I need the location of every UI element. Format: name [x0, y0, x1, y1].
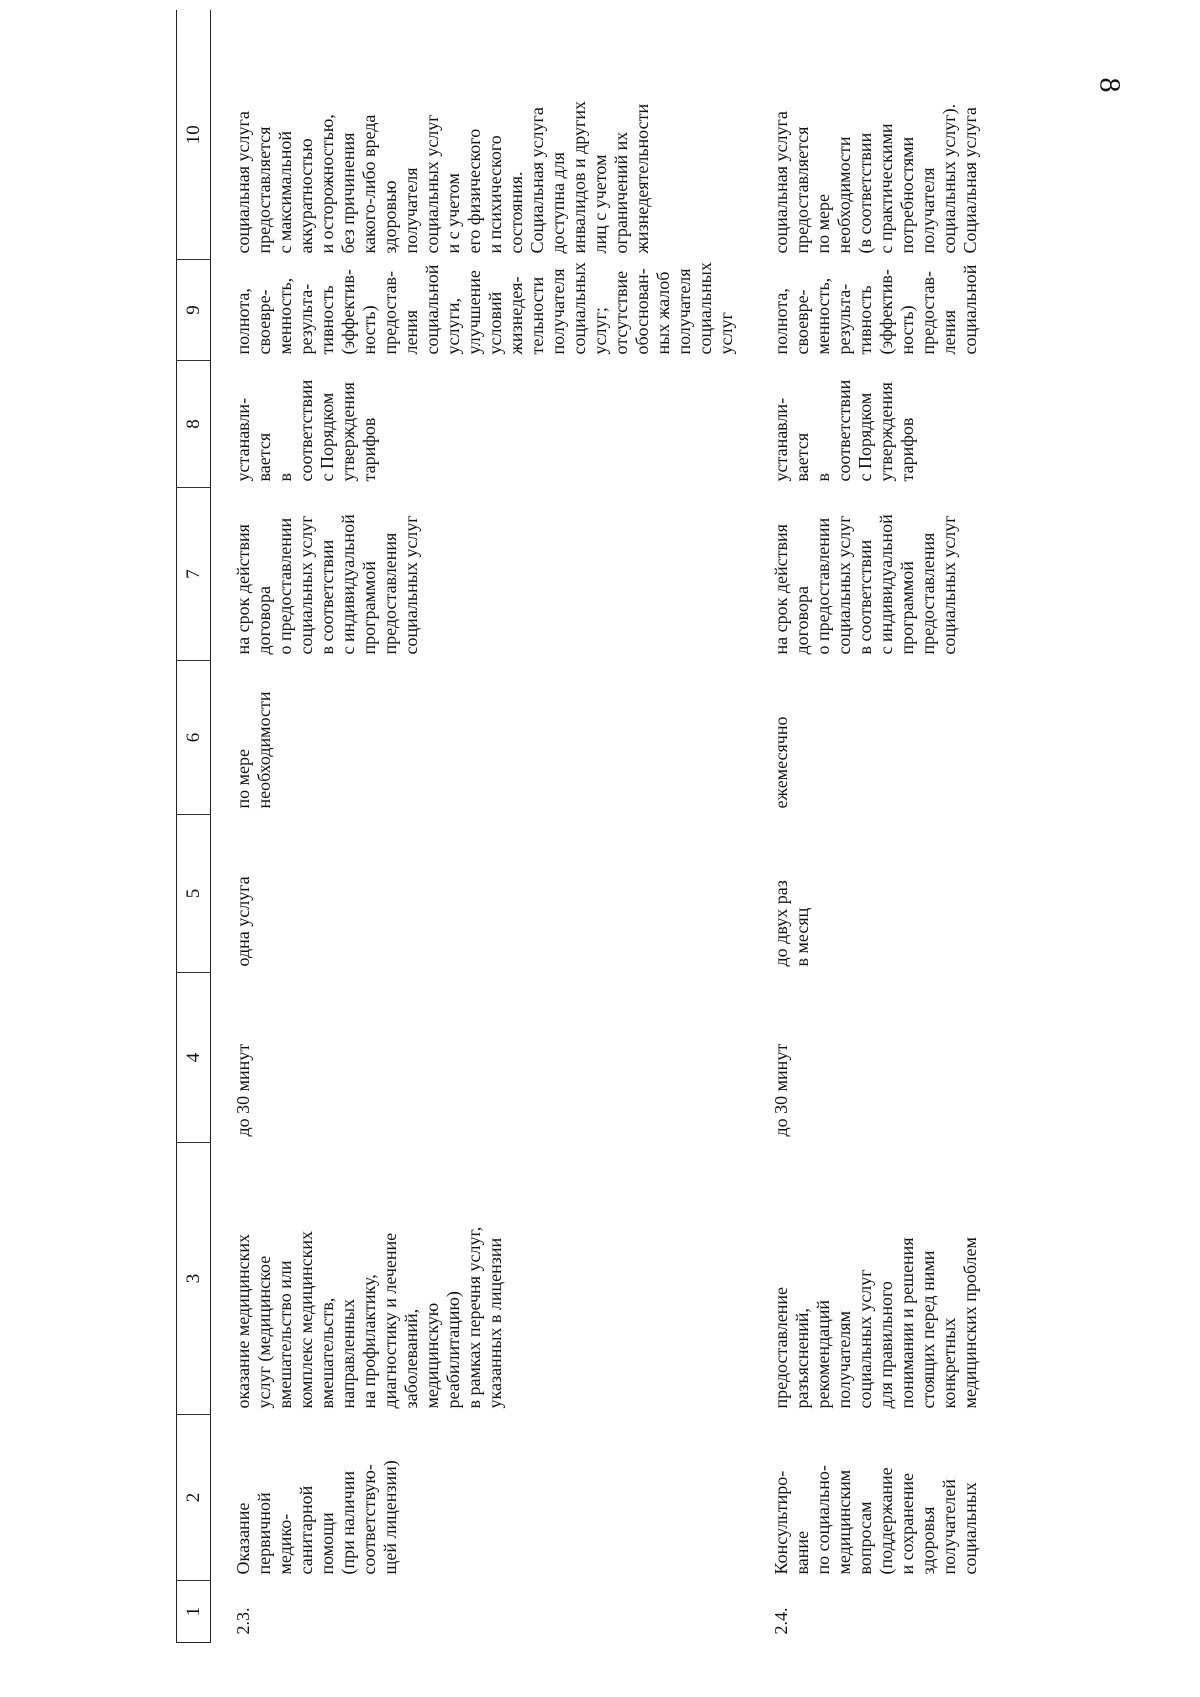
- unit-cell: [741, 815, 985, 973]
- duration-cell: [211, 973, 742, 1143]
- duration: до 30 минут: [771, 1043, 791, 1137]
- column-header-6: 6: [177, 661, 211, 815]
- unit: до двух раз в месяц: [771, 880, 812, 967]
- service-description: оказание медицинских услуг (медицинское вмешательство или комплекс медицинских вмешательств, направленных на профилактику, диагностику и лечение заболеваний, медицинскую реабилитацию) в рамках перечня услуг, указанных в лицензии: [233, 1226, 505, 1409]
- frequency-cell: [211, 661, 742, 815]
- services-table: [176, 11, 985, 1644]
- tariff: устанавли- вается в соответствии с Порядком утверждения тарифов: [233, 379, 379, 482]
- column-header-5: 5: [177, 815, 211, 973]
- term: на срок действия договора о предоставлении социальных услуг в соответствии с индивидуальной программой предоставления социальных услуг: [771, 514, 959, 655]
- conditions-cell: [741, 11, 985, 260]
- duration: до 30 минут: [233, 1043, 253, 1137]
- quality-indicators: полнота, своевре- менность, результа- тивность (эффектив- ность) предостав- ления социальной: [771, 264, 980, 355]
- service-description: предоставление разъяснений, рекомендаций получателям социальных услуг для правильного понимании и решения стоящих перед ними конкретных медицинских проблем: [771, 1237, 980, 1409]
- frequency: по мере необходимости: [233, 691, 274, 809]
- indicators-cell: [211, 260, 742, 361]
- duration-cell: [741, 973, 985, 1143]
- service-name: Оказание первичной медико- санитарной помощи (при наличии соответствую- щей лицензии): [233, 1460, 400, 1575]
- row-number: [741, 1581, 985, 1643]
- term: на срок действия договора о предоставлении социальных услуг в соответствии с индивидуальной программой предоставления социальных услуг: [233, 514, 421, 655]
- tariff-cell: [741, 361, 985, 488]
- unit-cell: [211, 815, 742, 973]
- service-description-cell: [211, 1143, 742, 1415]
- conditions: социальная услуга предоставляется по мере необходимости (в соответствии с практическими потребностями получателя социальных услуг). Социальная услуга: [771, 103, 980, 254]
- column-header-9: 9: [177, 260, 211, 361]
- service-description-cell: [741, 1143, 985, 1415]
- column-header-10: 10: [177, 11, 211, 260]
- table-body: [211, 11, 986, 1643]
- column-header-7: 7: [177, 488, 211, 661]
- tariff-cell: [211, 361, 742, 488]
- page-number: 8: [1093, 77, 1127, 93]
- column-header-1: 1: [177, 1581, 211, 1643]
- service-name: Консультиро- вание по социально- медицинским вопросам (поддержание и сохранение здоровья получателей социальных: [771, 1465, 980, 1575]
- conditions-cell: [211, 11, 742, 260]
- column-header-3: 3: [177, 1143, 211, 1415]
- indicators-cell: [741, 260, 985, 361]
- term-cell: [211, 488, 742, 661]
- row-number-text: 2.3.: [233, 1607, 253, 1635]
- frequency-cell: [741, 661, 985, 815]
- service-name-cell: [741, 1415, 985, 1581]
- service-name-cell: [211, 1415, 742, 1581]
- table-row: [211, 11, 742, 1643]
- term-cell: [741, 488, 985, 661]
- quality-indicators: полнота, своевре- менность, результа- тивность (эффектив- ность) предостав- ления социальной услуги, улучшение условий жизнедея- тельности получателя социальных услуг; отсутствие обоснован- ных жалоб получателя социальных услуг: [233, 262, 736, 355]
- table-header: [177, 11, 211, 1643]
- unit: одна услуга: [233, 876, 253, 967]
- rotated-table-container: [176, 61, 1081, 1643]
- conditions: социальная услуга предоставляется с максимальной аккуратностью и осторожностью, без причинения какого-либо вреда здоровью получателя социальных услуг и с учетом его физического и психического состояния. Социальная услуга доступна для инвалидов и других лиц с учетом ограничений их жизнедеятельности: [233, 100, 652, 254]
- table-row: [741, 11, 985, 1643]
- column-header-8: 8: [177, 361, 211, 488]
- row-number-text: 2.4.: [771, 1607, 791, 1635]
- column-header-2: 2: [177, 1415, 211, 1581]
- row-number: [211, 1581, 742, 1643]
- header-row: [177, 11, 211, 1643]
- column-header-4: 4: [177, 973, 211, 1143]
- tariff: устанавли- вается в соответствии с Порядком утверждения тарифов: [771, 379, 917, 482]
- frequency: ежемесячно: [771, 716, 791, 809]
